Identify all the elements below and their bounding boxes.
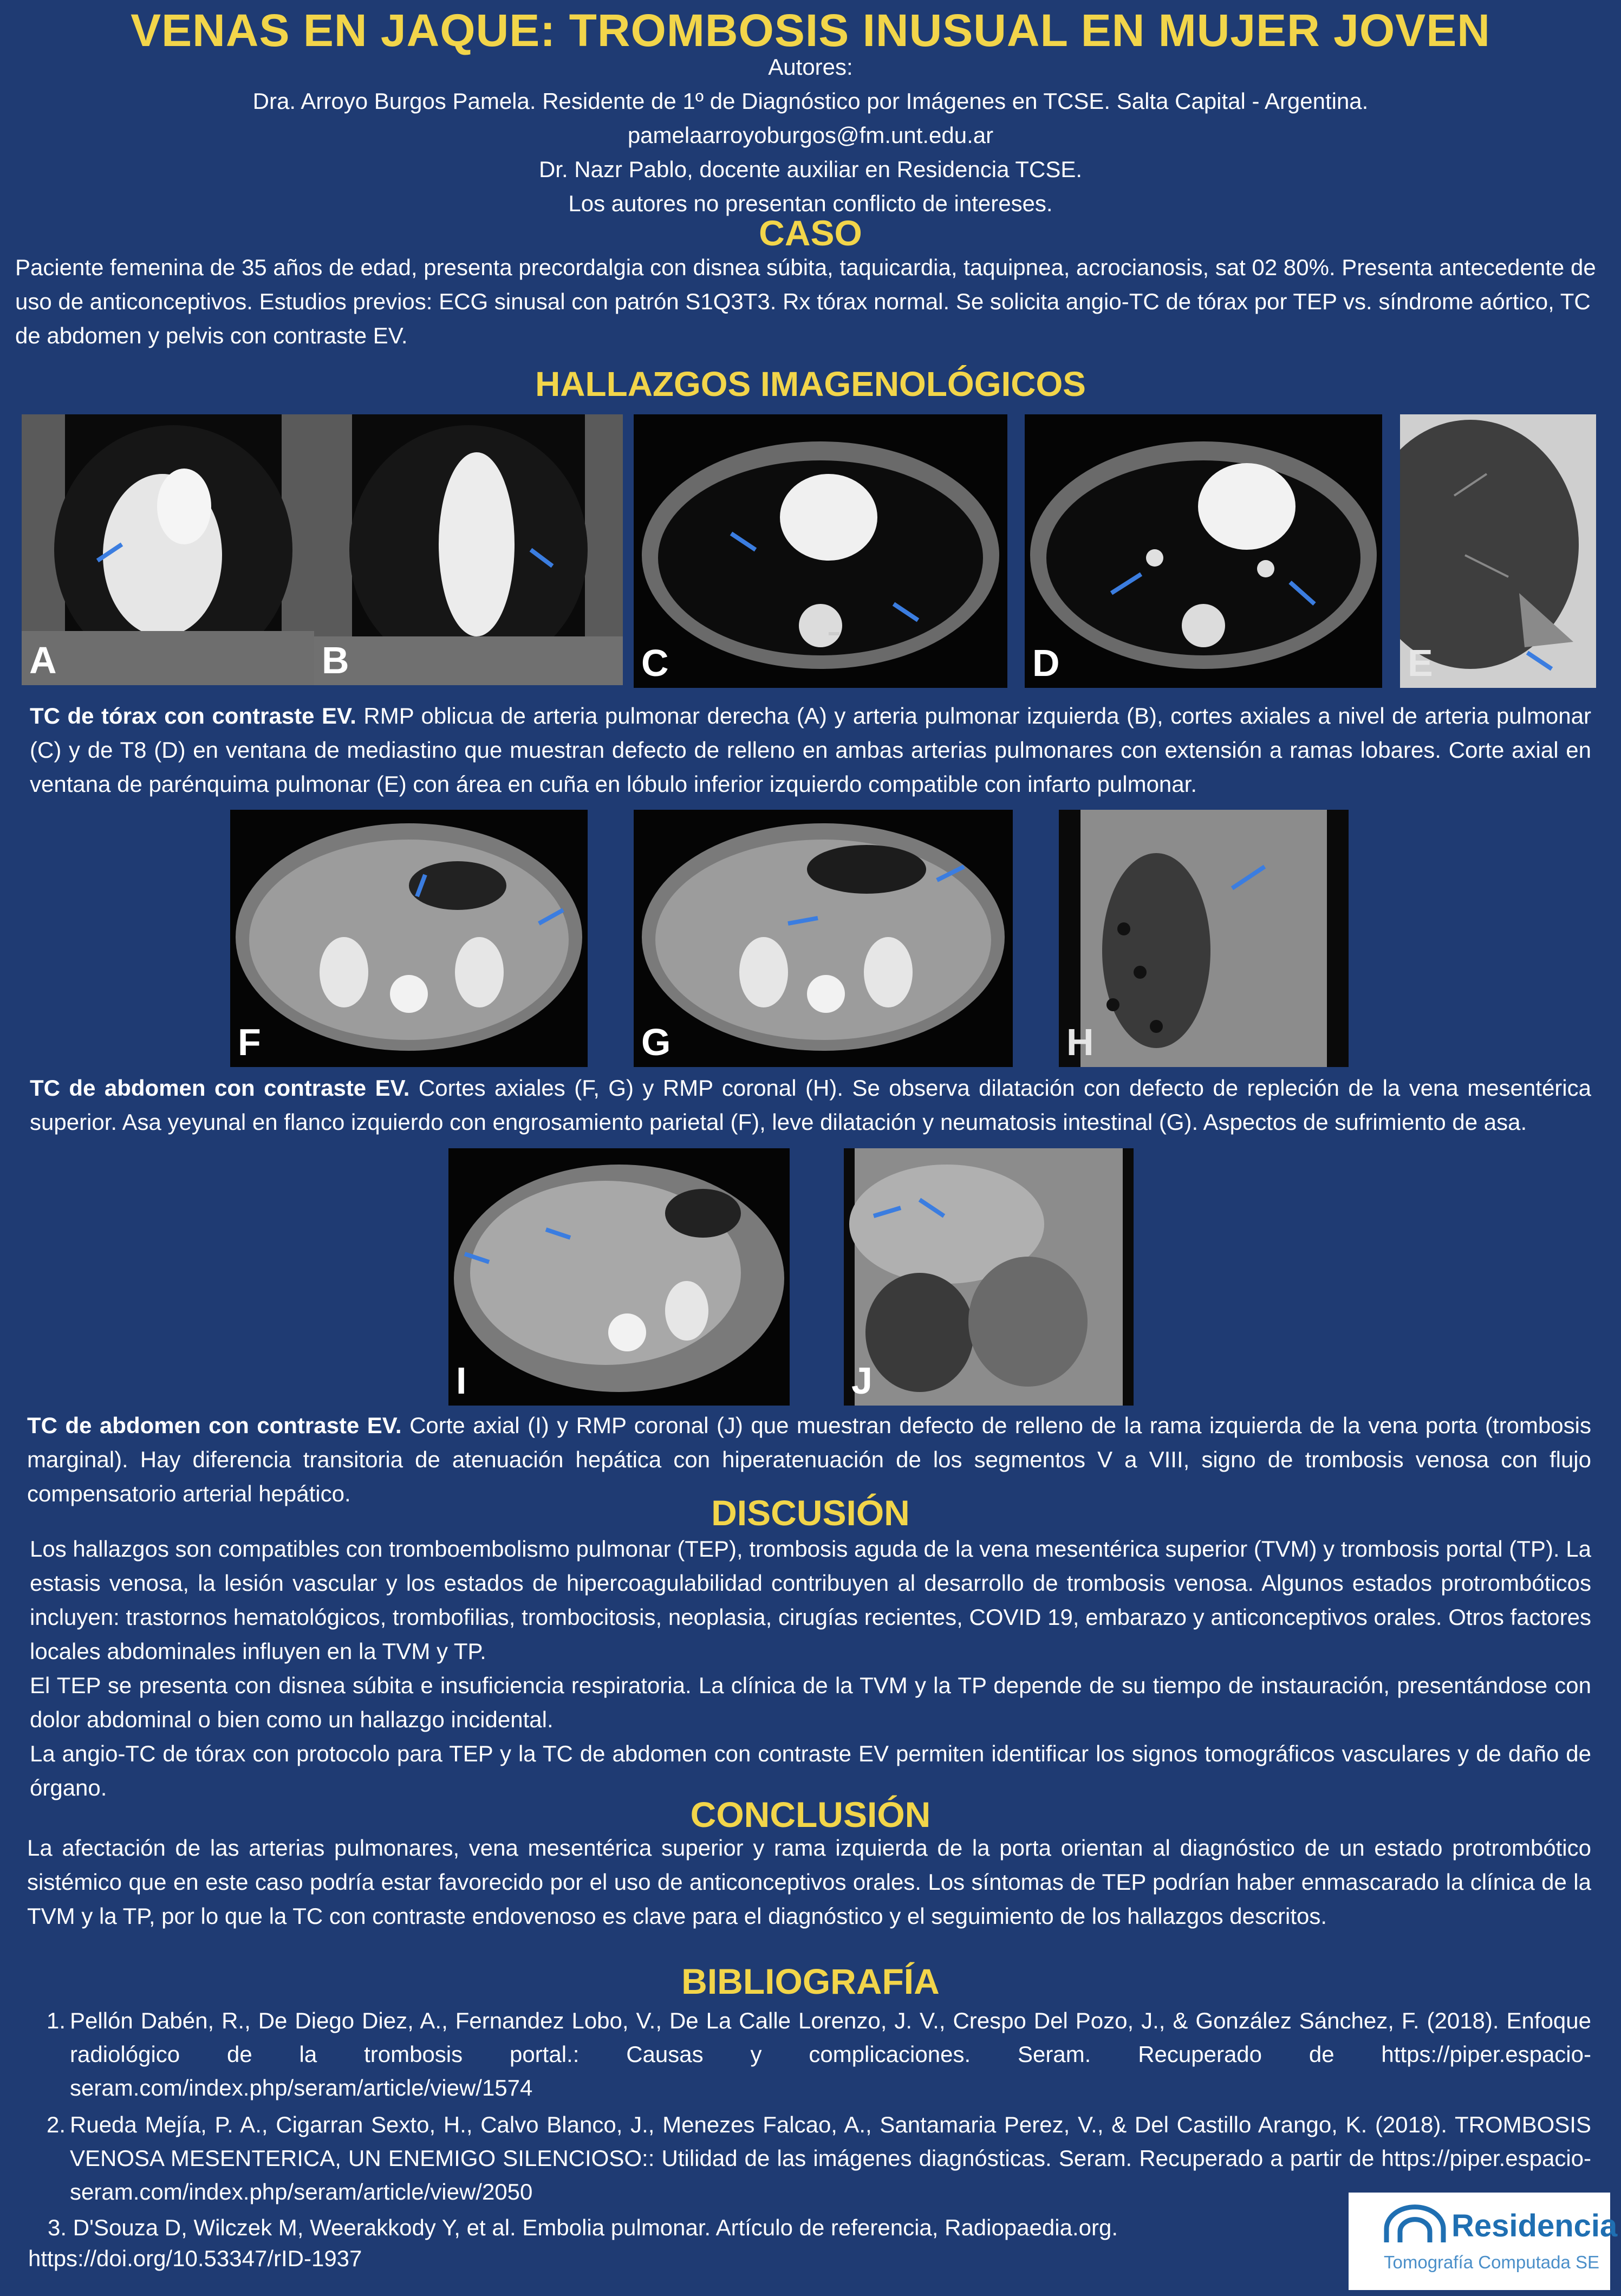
image-label-i: I: [456, 1360, 467, 1402]
logo-subtitle: Tomografía Computada SE: [1384, 2252, 1600, 2272]
logo-name: Residencia: [1451, 2208, 1618, 2243]
abdomen1-caption-text: Cortes axiales (F, G) y RMP coronal (H). Se observa dilatación con defecto de repleción de la vena mesentérica superior. Asa yeyunal en flanco izquierdo con engrosamiento parietal (F), leve dilatación y neumatosis intestinal (G). Aspectos de sufrimiento de asa.: [30, 1075, 1591, 1135]
conflict-statement: Los autores no presentan conflicto de intereses.: [568, 191, 1053, 216]
bib-item-3: [48, 2211, 1293, 2245]
ct-image-a: [22, 414, 325, 685]
discusion-body: [30, 1532, 1591, 1805]
scanner-logo-icon: [1381, 2204, 1449, 2248]
thorax-caption-text: RMP oblicua de arteria pulmonar derecha (A) y arteria pulmonar izquierda (B), cortes axiales a nivel de arteria pulmonar (C) y de T8 (D) en ventana de mediastino que muestran defecto de relleno en ambas arterias pulmonares con extensión a ramas lobares. Corte axial en ventana de parénquima pulmonar (E) con área en cuña en lóbulo inferior izquierdo compatible con infarto pulmonar.: [30, 703, 1591, 797]
bibliografia-heading: BIBLIOGRAFÍA: [681, 1961, 940, 2001]
ct-image-d: [1025, 414, 1382, 688]
abdomen2-caption-title: TC de abdomen con contraste EV.: [27, 1413, 402, 1438]
bib-text-1: Pellón Dabén, R., De Diego Diez, A., Fernandez Lobo, V., De La Calle Lorenzo, J. V., Crespo Del Pozo, J., & González Sánchez, F. (2018). Enfoque radiológico de la trombosis portal.: Causas y complicaciones. Seram. Recuperado de https://piper.espacio-seram.com/index.php/seram/article/view/1574: [70, 2008, 1591, 2100]
caso-heading: CASO: [759, 213, 862, 253]
discusion-p2: El TEP se presenta con disnea súbita e insuficiencia respiratoria. La clínica de la TVM y la TP depende de su tiempo de instauración, presentándose con dolor abdominal o bien como un hallazgo incidental.: [30, 1673, 1591, 1732]
image-label-g: G: [641, 1021, 671, 1063]
bib-text-2: Rueda Mejía, P. A., Cigarran Sexto, H., Calvo Blanco, J., Menezes Falcao, A., Santamaria Perez, V., & Del Castillo Arango, K. (2018). TROMBOSIS VENOSA MESENTERICA, UN ENEMIGO SILENCIOSO:: Utilidad de las imágenes diagnósticas. Seram. Recuperado a partir de https://piper.espacio-seram.com/index.php/seram/article/view/2050: [70, 2112, 1591, 2204]
bib-item-1: [47, 2004, 1591, 2107]
abdomen1-caption-title: TC de abdomen con contraste EV.: [30, 1075, 410, 1101]
image-label-c: C: [641, 642, 669, 684]
ct-image-h: [1059, 810, 1349, 1067]
poster-title: VENAS EN JAQUE: TROMBOSIS INUSUAL EN MUJER JOVEN: [131, 5, 1490, 56]
abdomen1-caption: [30, 1071, 1591, 1139]
hallazgos-heading: HALLAZGOS IMAGENOLÓGICOS: [535, 365, 1086, 404]
discusion-p3: La angio-TC de tórax con protocolo para TEP y la TC de abdomen con contraste EV permiten identificar los signos tomográficos vasculares y de daño de órgano.: [30, 1741, 1591, 1800]
conclusion-text: La afectación de las arterias pulmonares, vena mesentérica superior y rama izquierda de la porta orientan al diagnóstico de un estado protrombótico sistémico que en este caso podría estar favorecido por el uso de anticonceptivos orales. Los síntomas de TEP podrían haber enmascarado la clínica de la TVM y la TP, por lo que la TC con contraste endovenoso es clave para el diagnóstico y el seguimiento de los hallazgos descritos.: [27, 1835, 1591, 1929]
image-label-b: B: [322, 639, 349, 681]
thorax-caption: [30, 699, 1591, 801]
author-email: pamelaarroyoburgos@fm.unt.edu.ar: [627, 122, 994, 148]
conclusion-heading: CONCLUSIÓN: [690, 1794, 931, 1835]
thorax-caption-title: TC de tórax con contraste EV.: [30, 703, 356, 729]
image-label-h: H: [1066, 1021, 1094, 1063]
image-label-a: A: [29, 639, 57, 681]
author-1: Dra. Arroyo Burgos Pamela. Residente de 1º de Diagnóstico por Imágenes en TCSE. Salta Capital - Argentina.: [252, 88, 1369, 114]
residencia-logo: [1349, 2193, 1618, 2290]
bibliography-list: [26, 2004, 1591, 2204]
ct-image-i: [448, 1148, 790, 1406]
ct-image-c: [634, 414, 1007, 688]
author-2: Dr. Nazr Pablo, docente auxiliar en Residencia TCSE.: [538, 157, 1083, 182]
bib-num-2: 2.: [47, 2112, 66, 2137]
image-label-f: F: [238, 1021, 261, 1063]
bib-num-3: 3.: [48, 2215, 67, 2240]
caso-text: Paciente femenina de 35 años de edad, presenta precordalgia con disnea súbita, taquicardia, taquipnea, acrocianosis, sat 02 80%. Presenta antecedente de uso de anticonceptivos. Estudios previos: ECG sinusal con patrón S1Q3T3. Rx tórax normal. Se solicita angio-TC de tórax por TEP vs. síndrome aórtico, TC de abdomen y pelvis con contraste EV.: [15, 255, 1596, 348]
bib-num-1: 1.: [47, 2008, 66, 2033]
abdomen2-caption-text: Corte axial (I) y RMP coronal (J) que muestran defecto de relleno de la rama izquierda de la vena porta (trombosis marginal). Hay diferencia transitoria de atenuación hepática con hiperatenuación de los segmentos V a VIII, signo de trombosis venosa con flujo compensatorio arterial hepático.: [27, 1413, 1591, 1506]
authors-heading: Autores:: [768, 54, 853, 80]
ct-image-g: [634, 810, 1013, 1067]
discusion-heading: DISCUSIÓN: [711, 1493, 910, 1533]
image-label-j: J: [851, 1360, 873, 1402]
ct-image-e: [1400, 414, 1596, 688]
image-label-d: D: [1032, 642, 1060, 684]
ct-image-b: [314, 414, 623, 685]
bib-text-3: D'Souza D, Wilczek M, Weerakkody Y, et al. Embolia pulmonar. Artículo de referencia, Radiopaedia.org.: [73, 2215, 1118, 2240]
discusion-p1: Los hallazgos son compatibles con tromboembolismo pulmonar (TEP), trombosis aguda de la vena mesentérica superior (TVM) y trombosis portal (TP). La estasis venosa, la lesión vascular y los estados de hipercoagulabilidad contribuyen al desarrollo de trombosis venosa. Algunos estados protrombóticos incluyen: trastornos hematológicos, trombofilias, trombocitosis, neoplasia, cirugías recientes, COVID 19, embarazo y anticonceptivos orales. Otros factores locales abdominales influyen en la TVM y TP.: [30, 1536, 1591, 1664]
bib-doi: https://doi.org/10.53347/rID-1937: [28, 2246, 362, 2271]
ct-image-j: [844, 1148, 1134, 1406]
ct-image-f: [230, 810, 588, 1067]
authors-block: [0, 50, 1621, 220]
image-label-e: E: [1408, 642, 1433, 684]
